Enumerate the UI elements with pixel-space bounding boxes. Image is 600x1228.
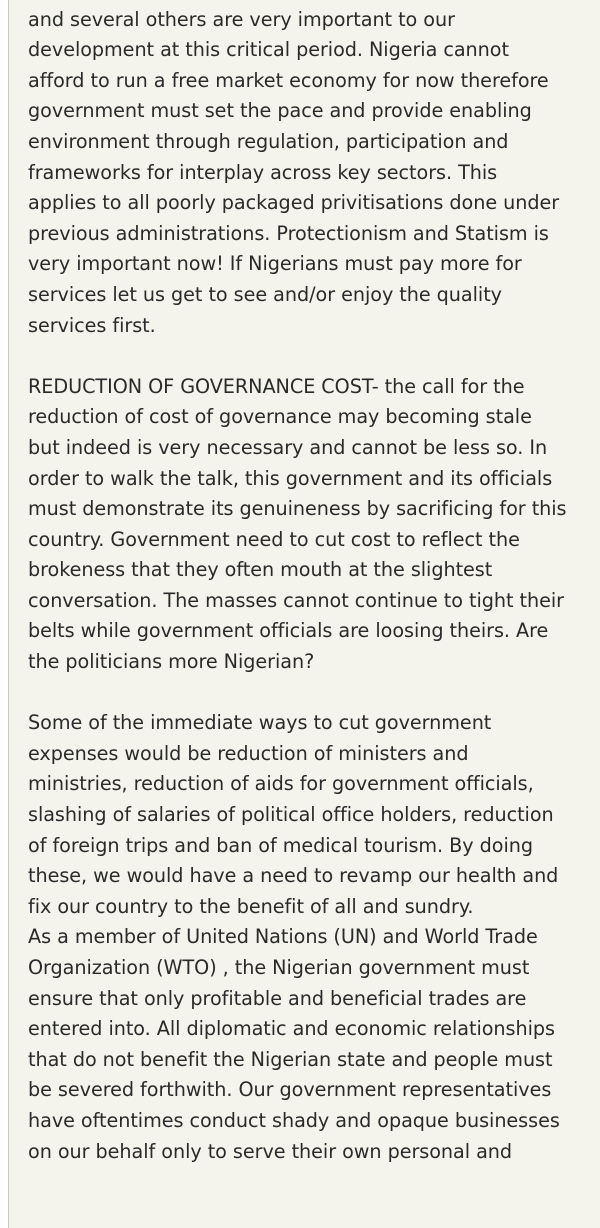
article-line: applies to all poorly packaged privitisations done under: [28, 191, 560, 215]
article-line: slashing of salaries of political office holders, reduction: [28, 803, 554, 827]
article-line: services first.: [28, 313, 156, 337]
article-line: on our behalf only to serve their own personal and: [28, 1139, 513, 1163]
article-line: but indeed is very necessary and cannot be less so. In: [28, 435, 548, 459]
article-line: must demonstrate its genuineness by sacrificing for this: [28, 497, 567, 521]
article-line: and several others are very important to our: [28, 7, 455, 31]
article-line: REDUCTION OF GOVERNANCE COST- the call for the: [28, 374, 525, 398]
article-line: previous administrations. Protectionism and Statism is: [28, 221, 549, 245]
article-line: conversation. The masses cannot continue to tight their: [28, 588, 564, 612]
article-line: country. Government need to cut cost to reflect the: [28, 527, 520, 551]
article-line: that do not benefit the Nigerian state and people must: [28, 1047, 553, 1071]
article-line: As a member of United Nations (UN) and World Trade: [28, 925, 538, 949]
article-line: government must set the pace and provide enabling: [28, 99, 532, 123]
article-line: [28, 0, 573, 5]
article-line: belts while government officials are loosing theirs. Are: [28, 619, 549, 643]
article-line: have oftentimes conduct shady and opaque businesses: [28, 1108, 560, 1132]
article-line: environment through regulation, participation and: [28, 129, 509, 153]
article-line: frameworks for interplay across key sectors. This: [28, 160, 498, 184]
article-line: be severed forthwith. Our government representatives: [28, 1078, 552, 1102]
paragraph-gap: [28, 678, 573, 709]
article-line: Organization (WTO) , the Nigerian government must: [28, 956, 530, 979]
article-line: expenses would be reduction of ministers and: [28, 741, 469, 765]
article-body: [28, 0, 573, 1167]
article-line: reduction of cost of governance may becoming stale: [28, 405, 532, 429]
article-card: [8, 0, 600, 1228]
article-line: fix our country to the benefit of all and sundry.: [28, 894, 474, 918]
paragraph-gap: [28, 341, 573, 372]
article-line: very important now! If Nigerians must pay more for: [28, 252, 522, 276]
article-line: these, we would have a need to revamp our health and: [28, 864, 559, 888]
article-line: afford to run a free market economy for now therefore: [28, 68, 549, 92]
article-line: ensure that only profitable and beneficial trades are: [28, 986, 527, 1010]
article-line: development at this critical period. Nigeria cannot: [28, 38, 509, 62]
article-line: the politicians more Nigerian?: [28, 650, 315, 674]
article-line: brokeness that they often mouth at the slightest: [28, 558, 493, 582]
article-line: services let us get to see and/or enjoy the quality: [28, 282, 502, 306]
article-line: ministries, reduction of aids for government officials,: [28, 772, 534, 796]
article-line: order to walk the talk, this government and its officials: [28, 466, 553, 490]
article-line: entered into. All diplomatic and economic relationships: [28, 1017, 555, 1041]
article-line: Some of the immediate ways to cut government: [28, 711, 492, 735]
article-line: of foreign trips and ban of medical tourism. By doing: [28, 833, 533, 857]
